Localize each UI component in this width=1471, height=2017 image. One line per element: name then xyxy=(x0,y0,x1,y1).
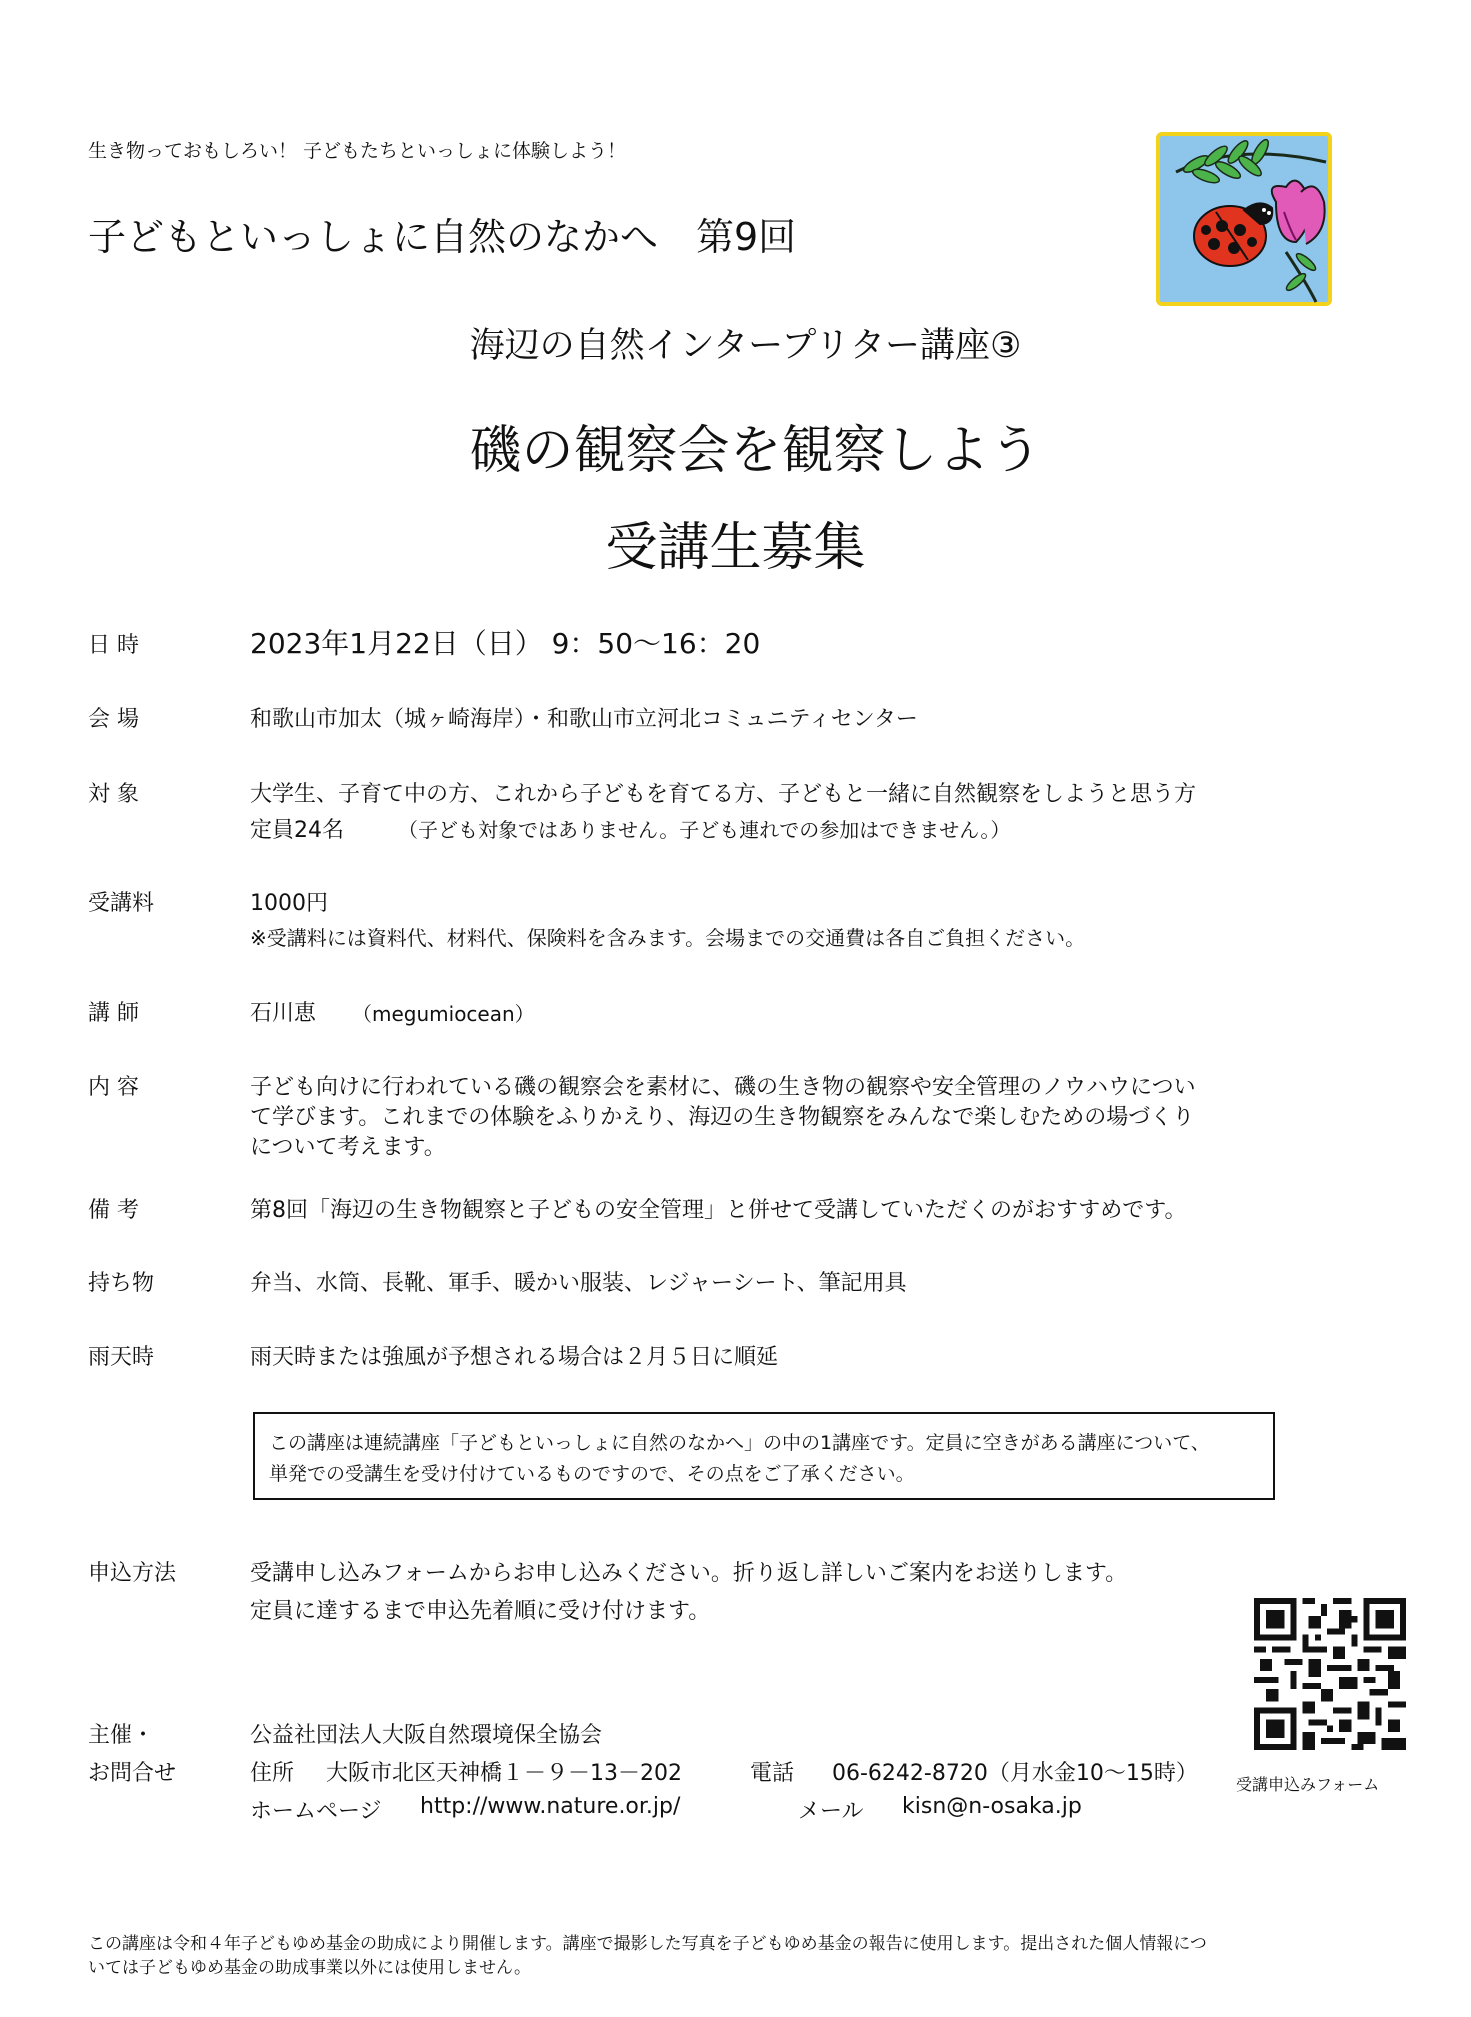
remarks-value: 第8回「海辺の生き物観察と子どもの安全管理」と併せて受講していただくのがおすすめです。 xyxy=(250,1198,1187,1223)
apply-line-2: 定員に達するまで申込先着順に受け付けます。 xyxy=(250,1599,711,1624)
organizer-label-2: お問合せ xyxy=(88,1761,177,1786)
ladybug-illustration xyxy=(1156,132,1332,306)
qr-label: 受講申込みフォーム xyxy=(1236,1775,1380,1794)
content-line-1: 子ども向けに行われている磯の観察会を素材に、磯の生き物の観察や安全管理のノウハウについ xyxy=(250,1075,1196,1100)
series-title: 子どもといっしょに自然のなかへ 第9回 xyxy=(88,215,797,259)
homepage-label: ホームページ xyxy=(250,1799,382,1824)
footer-line-1: この講座は令和４年子どもゆめ基金の助成により開催します。講座で撮影した写真を子どもゆめ基金の報告に使用します。提出された個人情報につ xyxy=(88,1934,1207,1954)
instructor-label: 講 師 xyxy=(88,1001,139,1026)
notice-line-2: 単発での受講生を受け付けているものですので、その点をご了承ください。 xyxy=(269,1463,915,1485)
phone-label: 電話 xyxy=(750,1761,795,1786)
tagline: 生き物っておもしろい！ 子どもたちといっしょに体験しよう！ xyxy=(88,140,627,162)
content-line-3: について考えます。 xyxy=(250,1135,446,1160)
organizer-name: 公益社団法人大阪自然環境保全協会 xyxy=(250,1723,603,1748)
venue-label: 会 場 xyxy=(88,707,139,732)
venue-value: 和歌山市加太（城ヶ崎海岸）・和歌山市立河北コミュニティセンター xyxy=(250,707,918,732)
address-label: 住所 xyxy=(250,1761,295,1786)
qr-code[interactable] xyxy=(1254,1598,1406,1750)
capacity-value: 定員24名 xyxy=(250,818,344,843)
remarks-label: 備 考 xyxy=(88,1198,139,1223)
rain-label: 雨天時 xyxy=(88,1345,155,1370)
content-line-2: て学びます。これまでの体験をふりかえり、海辺の生き物観察をみんなで楽しむための場づくり xyxy=(250,1105,1195,1130)
instructor-name: 石川恵 xyxy=(250,1001,317,1026)
date-label: 日 時 xyxy=(88,633,139,658)
mail-label: メール xyxy=(798,1799,864,1824)
address-value: 大阪市北区天神橋１－９－13－202 xyxy=(326,1761,682,1786)
fee-label: 受講料 xyxy=(88,891,155,916)
fee-note: ※受講料には資料代、材料代、保険料を含みます。会場までの交通費は各自ご負担ください。 xyxy=(250,926,1086,950)
footer-line-2: いては子どもゆめ基金の助成事業以外には使用しません。 xyxy=(88,1958,532,1978)
phone-value: 06-6242-8720（月水金10～15時） xyxy=(832,1761,1198,1786)
apply-label: 申込方法 xyxy=(88,1561,177,1586)
footer-note xyxy=(88,1932,1378,1980)
date-value: 2023年1月22日（日） 9：50～16：20 xyxy=(250,627,761,660)
target-value: 大学生、子育て中の方、これから子どもを育てる方、子どもと一緒に自然観察をしようと思う方 xyxy=(250,782,1197,807)
apply-line-1: 受講申し込みフォームからお申し込みください。折り返し詳しいご案内をお送りします。 xyxy=(250,1561,1128,1586)
capacity-note: （子ども対象ではありません。子ども連れでの参加はできません。） xyxy=(398,818,1011,842)
belongings-label: 持ち物 xyxy=(88,1271,155,1296)
content-label: 内 容 xyxy=(88,1075,139,1100)
page-subtitle: 受講生募集 xyxy=(605,518,866,578)
rain-value: 雨天時または強風が予想される場合は２月５日に順延 xyxy=(250,1345,779,1370)
notice-line-1: この講座は連続講座「子どもといっしょに自然のなかへ」の中の1講座です。定員に空きがある講座について、 xyxy=(269,1432,1210,1454)
instructor-handle: （megumiocean） xyxy=(352,1002,535,1026)
course-name: 海辺の自然インタープリター講座③ xyxy=(469,326,1022,366)
target-label: 対 象 xyxy=(88,782,139,807)
mail-link[interactable]: kisn@n-osaka.jp xyxy=(902,1794,1082,1819)
homepage-link[interactable]: http://www.nature.or.jp/ xyxy=(420,1794,681,1819)
notice-box xyxy=(253,1412,1275,1500)
organizer-label-1: 主催・ xyxy=(88,1723,155,1748)
fee-value: 1000円 xyxy=(250,891,328,916)
page-title: 磯の観察会を観察しよう xyxy=(469,421,1042,481)
belongings-value: 弁当、水筒、長靴、軍手、暖かい服装、レジャーシート、筆記用具 xyxy=(250,1271,907,1296)
